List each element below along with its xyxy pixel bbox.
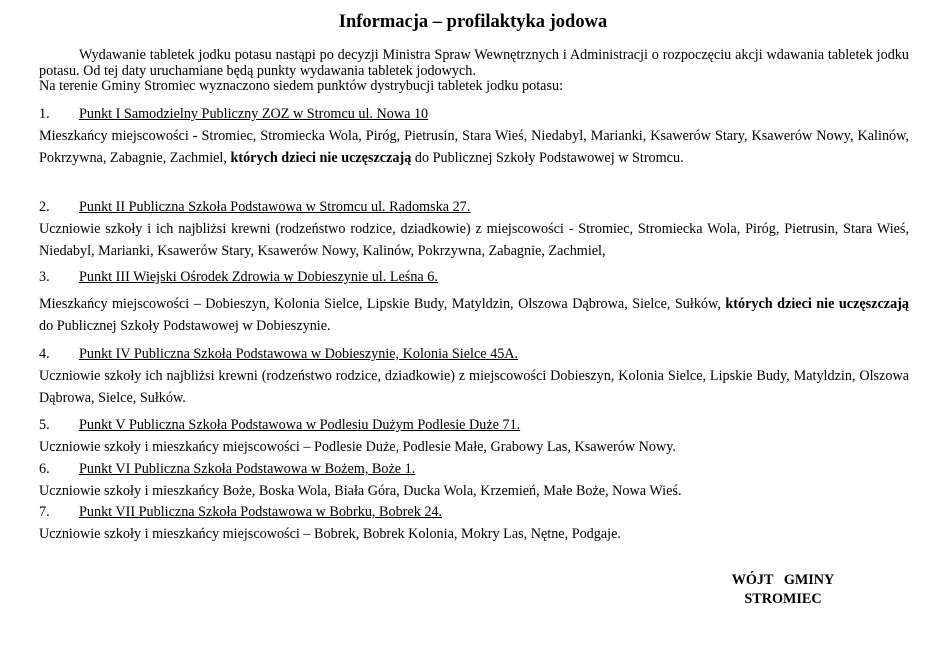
point-4-number: 4. [39,346,50,362]
intro-points-paragraph: Na terenie Gminy Stromiec wyznaczono siedem punktów dystrybucji tabletek jodku potasu: [39,78,564,94]
point-3-body-emphasis: których dzieci nie uczęszczają [725,296,909,312]
point-6 [39,458,909,502]
point-7-number: 7. [39,504,50,520]
point-4-body: Uczniowie szkoły ich najbliżsi krewni (rodzeństwo rodzice, dziadkowie) z miejscowości Dobieszyn, Kolonia Sielce, Lipskie Budy, Matyldzin, Olszowa Dąbrowa, Sielce, Sułków. [39,368,909,406]
point-3 [39,266,909,337]
point-7 [39,501,909,545]
point-1-title: Punkt I Samodzielny Publiczny ZOZ w Stromcu ul. Nowa 10 [79,106,429,122]
point-1-number: 1. [39,106,50,122]
point-2 [39,196,909,262]
point-3-title: Punkt III Wiejski Ośrodek Zdrowia w Dobieszynie ul. Leśna 6. [79,269,438,285]
intro-paragraph: Wydawanie tabletek jodku potasu nastąpi po decyzji Ministra Spraw Wewnętrznych i Administracji o rozpoczęciu akcji wdawania tabletek jodku potasu. Od tej daty uruchamiane będą punkty wydawania tabletek jodowych. [39,47,909,79]
point-5-body: Uczniowie szkoły i mieszkańcy miejscowości – Podlesie Duże, Podlesie Małe, Grabowy Las, Ksawerów Nowy. [39,439,676,455]
point-2-heading [39,196,909,218]
point-4 [39,343,909,409]
point-3-body [39,293,909,337]
point-5-heading [39,414,909,436]
point-1 [39,103,909,169]
point-1-body-text: Mieszkańcy miejscowości - Stromiec, Stromiecka Wola, Piróg, Pietrusin, Stara Wieś, Niedabyl, Marianki, Ksawerów Stary, Ksawerów Nowy, Kalinów, Pokrzywna, Zabagnie, Zachmiel, [39,128,909,166]
point-1-body-emphasis: których dzieci nie uczęszczają [230,150,412,166]
signature [700,571,866,609]
point-3-body-text: Mieszkańcy miejscowości – Dobieszyn, Kolonia Sielce, Lipskie Budy, Matyldzin, Olszowa Dąbrowa, Sielce, Sułków, [39,296,726,312]
point-5-number: 5. [39,417,50,433]
point-6-title: Punkt VI Publiczna Szkoła Podstawowa w Bożem, Boże 1. [79,461,416,477]
point-4-heading [39,343,909,365]
point-5 [39,414,909,458]
point-3-number: 3. [39,269,50,285]
signature-line-1: WÓJT GMINY [731,572,835,588]
point-1-body [39,125,909,169]
point-6-heading [39,458,909,480]
signature-line-2: STROMIEC [744,591,822,607]
point-4-title: Punkt IV Publiczna Szkoła Podstawowa w Dobieszynie, Kolonia Sielce 45A. [79,346,519,362]
point-3-body-text-end: do Publicznej Szkoły Podstawowej w Dobieszynie. [39,318,331,334]
point-6-body: Uczniowie szkoły i mieszkańcy Boże, Boska Wola, Biała Góra, Ducka Wola, Krzemień, Małe Boże, Nowa Wieś. [39,483,682,499]
point-2-title: Punkt II Publiczna Szkoła Podstawowa w Stromcu ul. Radomska 27. [79,199,471,215]
point-7-body: Uczniowie szkoły i mieszkańcy miejscowości – Bobrek, Bobrek Kolonia, Mokry Las, Nętne, Podgaje. [39,526,621,542]
point-7-heading [39,501,909,523]
point-6-number: 6. [39,461,50,477]
point-2-body: Uczniowie szkoły i ich najbliżsi krewni (rodzeństwo rodzice, dziadkowie) z miejscowości - Stromiec, Stromiecka Wola, Piróg, Pietrusin, Stara Wieś, Niedabyl, Marianki, Ksawerów Stary, Ksawerów Nowy, Kalinów, Pokrzywna, Zabagnie, Zachmiel, [39,221,909,259]
point-7-title: Punkt VII Publiczna Szkoła Podstawowa w Bobrku, Bobrek 24. [79,504,443,520]
point-1-heading [39,103,909,125]
point-5-title: Punkt V Publiczna Szkoła Podstawowa w Podlesiu Dużym Podlesie Duże 71. [79,417,521,433]
point-2-number: 2. [39,199,50,215]
point-1-body-text-end: do Publicznej Szkoły Podstawowej w Stromcu. [411,150,684,166]
point-3-heading [39,266,909,288]
intro-section [39,48,909,95]
document-title: Informacja – profilaktyka jodowa [338,12,608,32]
